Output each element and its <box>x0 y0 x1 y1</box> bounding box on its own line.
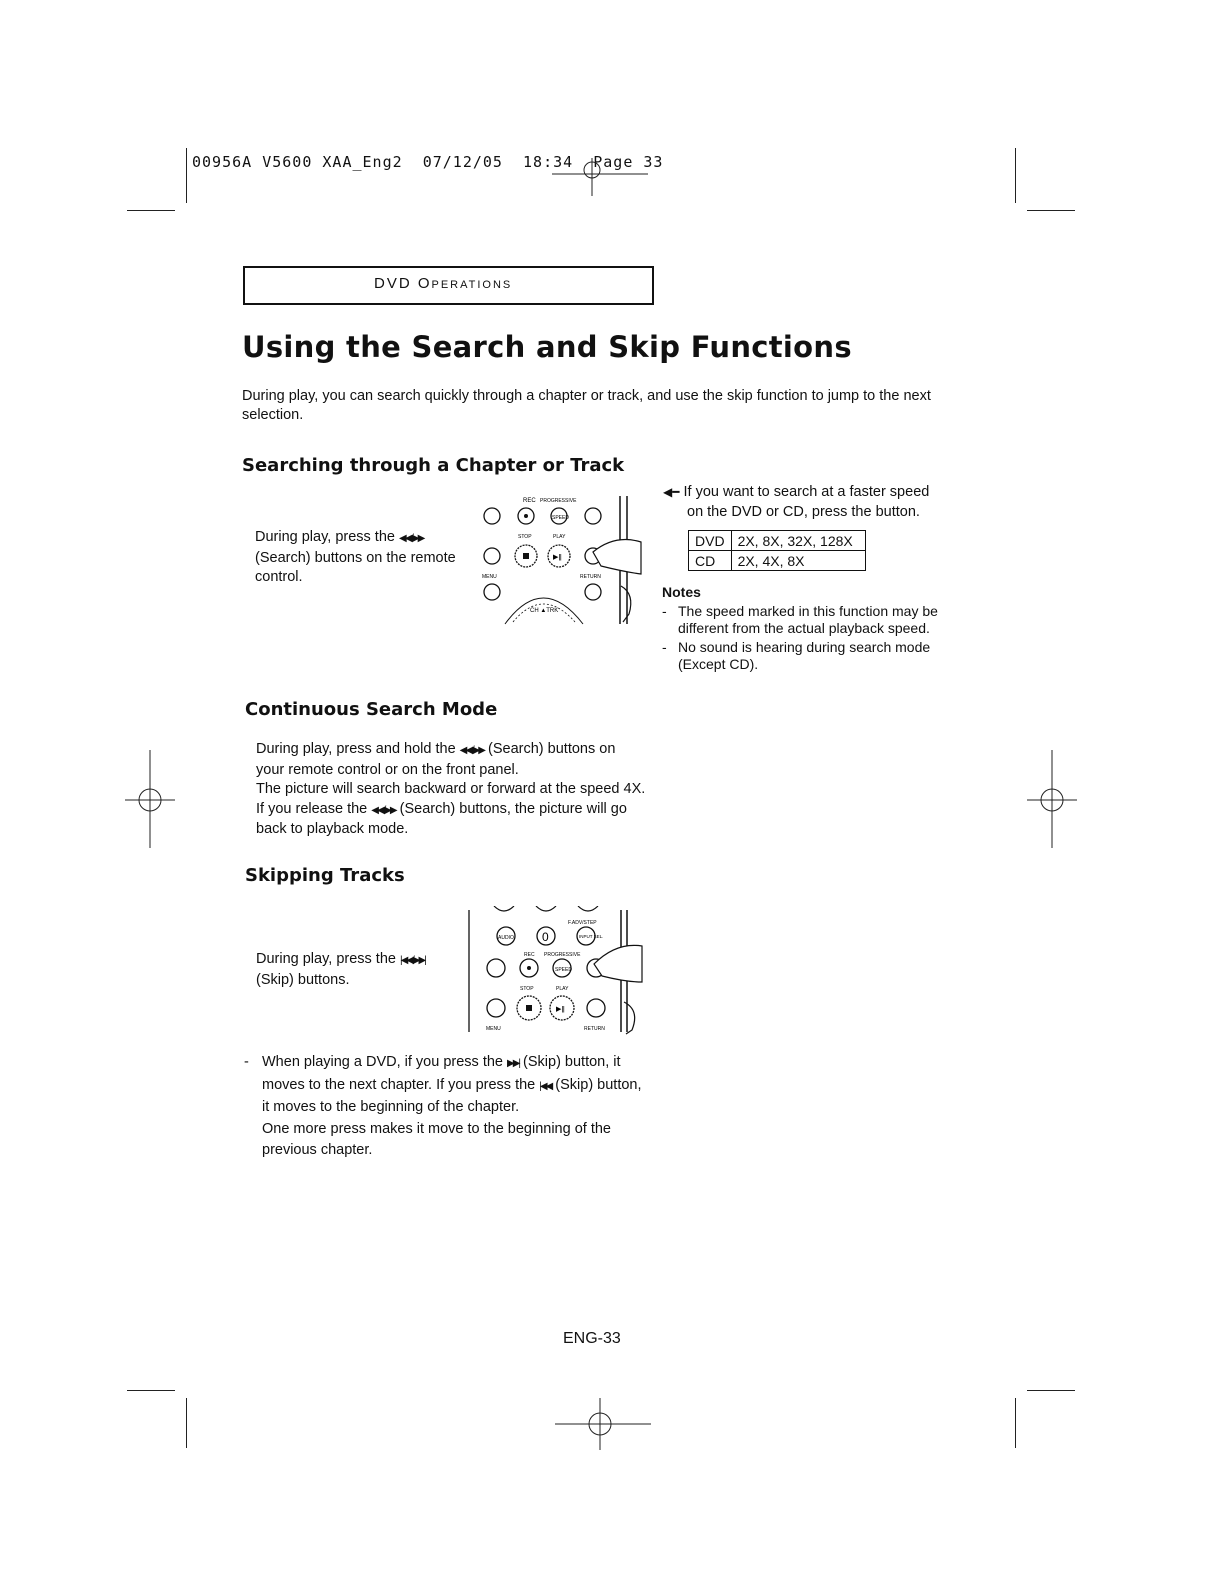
registration-mark-left <box>125 750 175 850</box>
svg-text:PLAY: PLAY <box>553 534 566 540</box>
print-slug: 00956A V5600 XAA_Eng2 07/12/05 18:34 Page 33 <box>192 153 664 171</box>
page-number: ENG-33 <box>563 1330 621 1347</box>
page-title: Using the Search and Skip Functions <box>242 330 852 364</box>
svg-text:STOP: STOP <box>520 986 534 992</box>
svg-text:RETURN: RETURN <box>584 1026 605 1032</box>
crop-mark <box>127 1390 175 1391</box>
svg-text:▶ǁ: ▶ǁ <box>553 553 562 561</box>
rec-label: REC <box>523 498 536 504</box>
continuous-heading: Continuous Search Mode <box>245 699 498 720</box>
finger-pointer <box>594 945 642 982</box>
skip-icon: |◀◀/▶▶| <box>400 955 425 966</box>
svg-text:STOP: STOP <box>518 534 532 540</box>
faster-speed-tip: ◀━ If you want to search at a faster speed on the DVD or CD, press the button. <box>663 484 930 520</box>
section-header <box>243 266 654 305</box>
skip-back-button <box>484 508 500 524</box>
intro-text: During play, you can search quickly through a chapter or track, and use the skip function to jump to the next selection. <box>242 388 931 423</box>
search-icon: ◀◀ /▶▶ <box>371 804 396 816</box>
continuous-text: During play, press and hold the ◀◀ /▶▶ (Search) buttons on your remote control or on the front panel. The picture will search backward or forward at the speed 4X. If you release the ◀◀ /▶▶ (Search) buttons, the picture will go back to playback mode. <box>256 741 646 837</box>
return-button <box>585 584 601 600</box>
skip-explanation <box>242 1052 642 1162</box>
search-heading: Searching through a Chapter or Track <box>242 455 625 476</box>
svg-text:0: 0 <box>542 930 549 944</box>
crop-mark <box>1027 1390 1075 1391</box>
crop-mark <box>1015 148 1016 203</box>
svg-text:REC: REC <box>524 952 535 958</box>
crop-mark <box>127 210 175 211</box>
crop-mark <box>1027 210 1075 211</box>
registration-mark-top <box>552 158 652 198</box>
search-icon: ◀◀ /▶▶ <box>399 533 424 544</box>
svg-text:INPUT SEL.: INPUT SEL. <box>579 934 604 939</box>
table-row: CD 2X, 4X, 8X <box>689 551 866 571</box>
rewind-button <box>487 999 505 1017</box>
svg-text:SPEED: SPEED <box>552 515 569 521</box>
note-item: - No sound is hearing during search mode (Except CD). <box>662 639 952 673</box>
svg-text:PROGRESSIVE: PROGRESSIVE <box>544 952 581 958</box>
speed-table <box>688 530 866 571</box>
section-label: DVD Operations <box>374 275 513 292</box>
notes-title: Notes <box>662 584 701 600</box>
svg-text:CH ▲TRK: CH ▲TRK <box>530 608 559 614</box>
search-instruction: During play, press the ◀◀ /▶▶ (Search) buttons on the remote control. <box>255 529 456 585</box>
finger-pointer <box>593 540 641 574</box>
skip-back-icon: |◀◀ <box>539 1080 552 1092</box>
svg-text:AUDIO: AUDIO <box>498 935 514 941</box>
notes-block <box>662 584 952 673</box>
svg-text:SPEED: SPEED <box>555 967 572 973</box>
skip-heading: Skipping Tracks <box>245 865 405 886</box>
skip-forward-button <box>585 508 601 524</box>
arrow-icon: ◀━ <box>663 485 680 499</box>
rewind-button <box>484 548 500 564</box>
remote-control-skip-illustration <box>466 906 646 1036</box>
fast-forward-button <box>587 999 605 1017</box>
list-item: - When playing a DVD, if you press the ▶▶| (Skip) button, it moves to the next chapter. If you press the |◀◀ (Skip) button, it moves to the beginning of the chapter. One more press makes it move to the beginning of the previous chapter. <box>242 1052 642 1162</box>
skip-instruction: During play, press the |◀◀/▶▶| (Skip) buttons. <box>256 951 425 988</box>
menu-button <box>484 584 500 600</box>
table-row: DVD 2X, 8X, 32X, 128X <box>689 531 866 551</box>
svg-text:RETURN: RETURN <box>580 574 601 580</box>
crop-mark <box>186 148 187 203</box>
registration-mark-bottom <box>555 1398 651 1450</box>
svg-text:F.ADV/STEP: F.ADV/STEP <box>568 920 597 926</box>
svg-text:▶ǁ: ▶ǁ <box>556 1005 565 1013</box>
progressive-label: PROGRESSIVE <box>540 498 577 504</box>
crop-mark <box>1015 1398 1016 1448</box>
note-item: - The speed marked in this function may be different from the actual playback speed. <box>662 603 952 637</box>
skip-forward-icon: ▶▶| <box>507 1058 519 1069</box>
svg-text:MENU: MENU <box>482 574 497 580</box>
crop-mark <box>186 1398 187 1448</box>
svg-text:PLAY: PLAY <box>556 986 569 992</box>
skip-back-button <box>487 959 505 977</box>
svg-text:MENU: MENU <box>486 1026 501 1032</box>
registration-mark-right <box>1027 750 1077 850</box>
search-icon: ◀◀ /▶▶ <box>459 745 484 756</box>
remote-control-search-illustration <box>475 494 645 626</box>
